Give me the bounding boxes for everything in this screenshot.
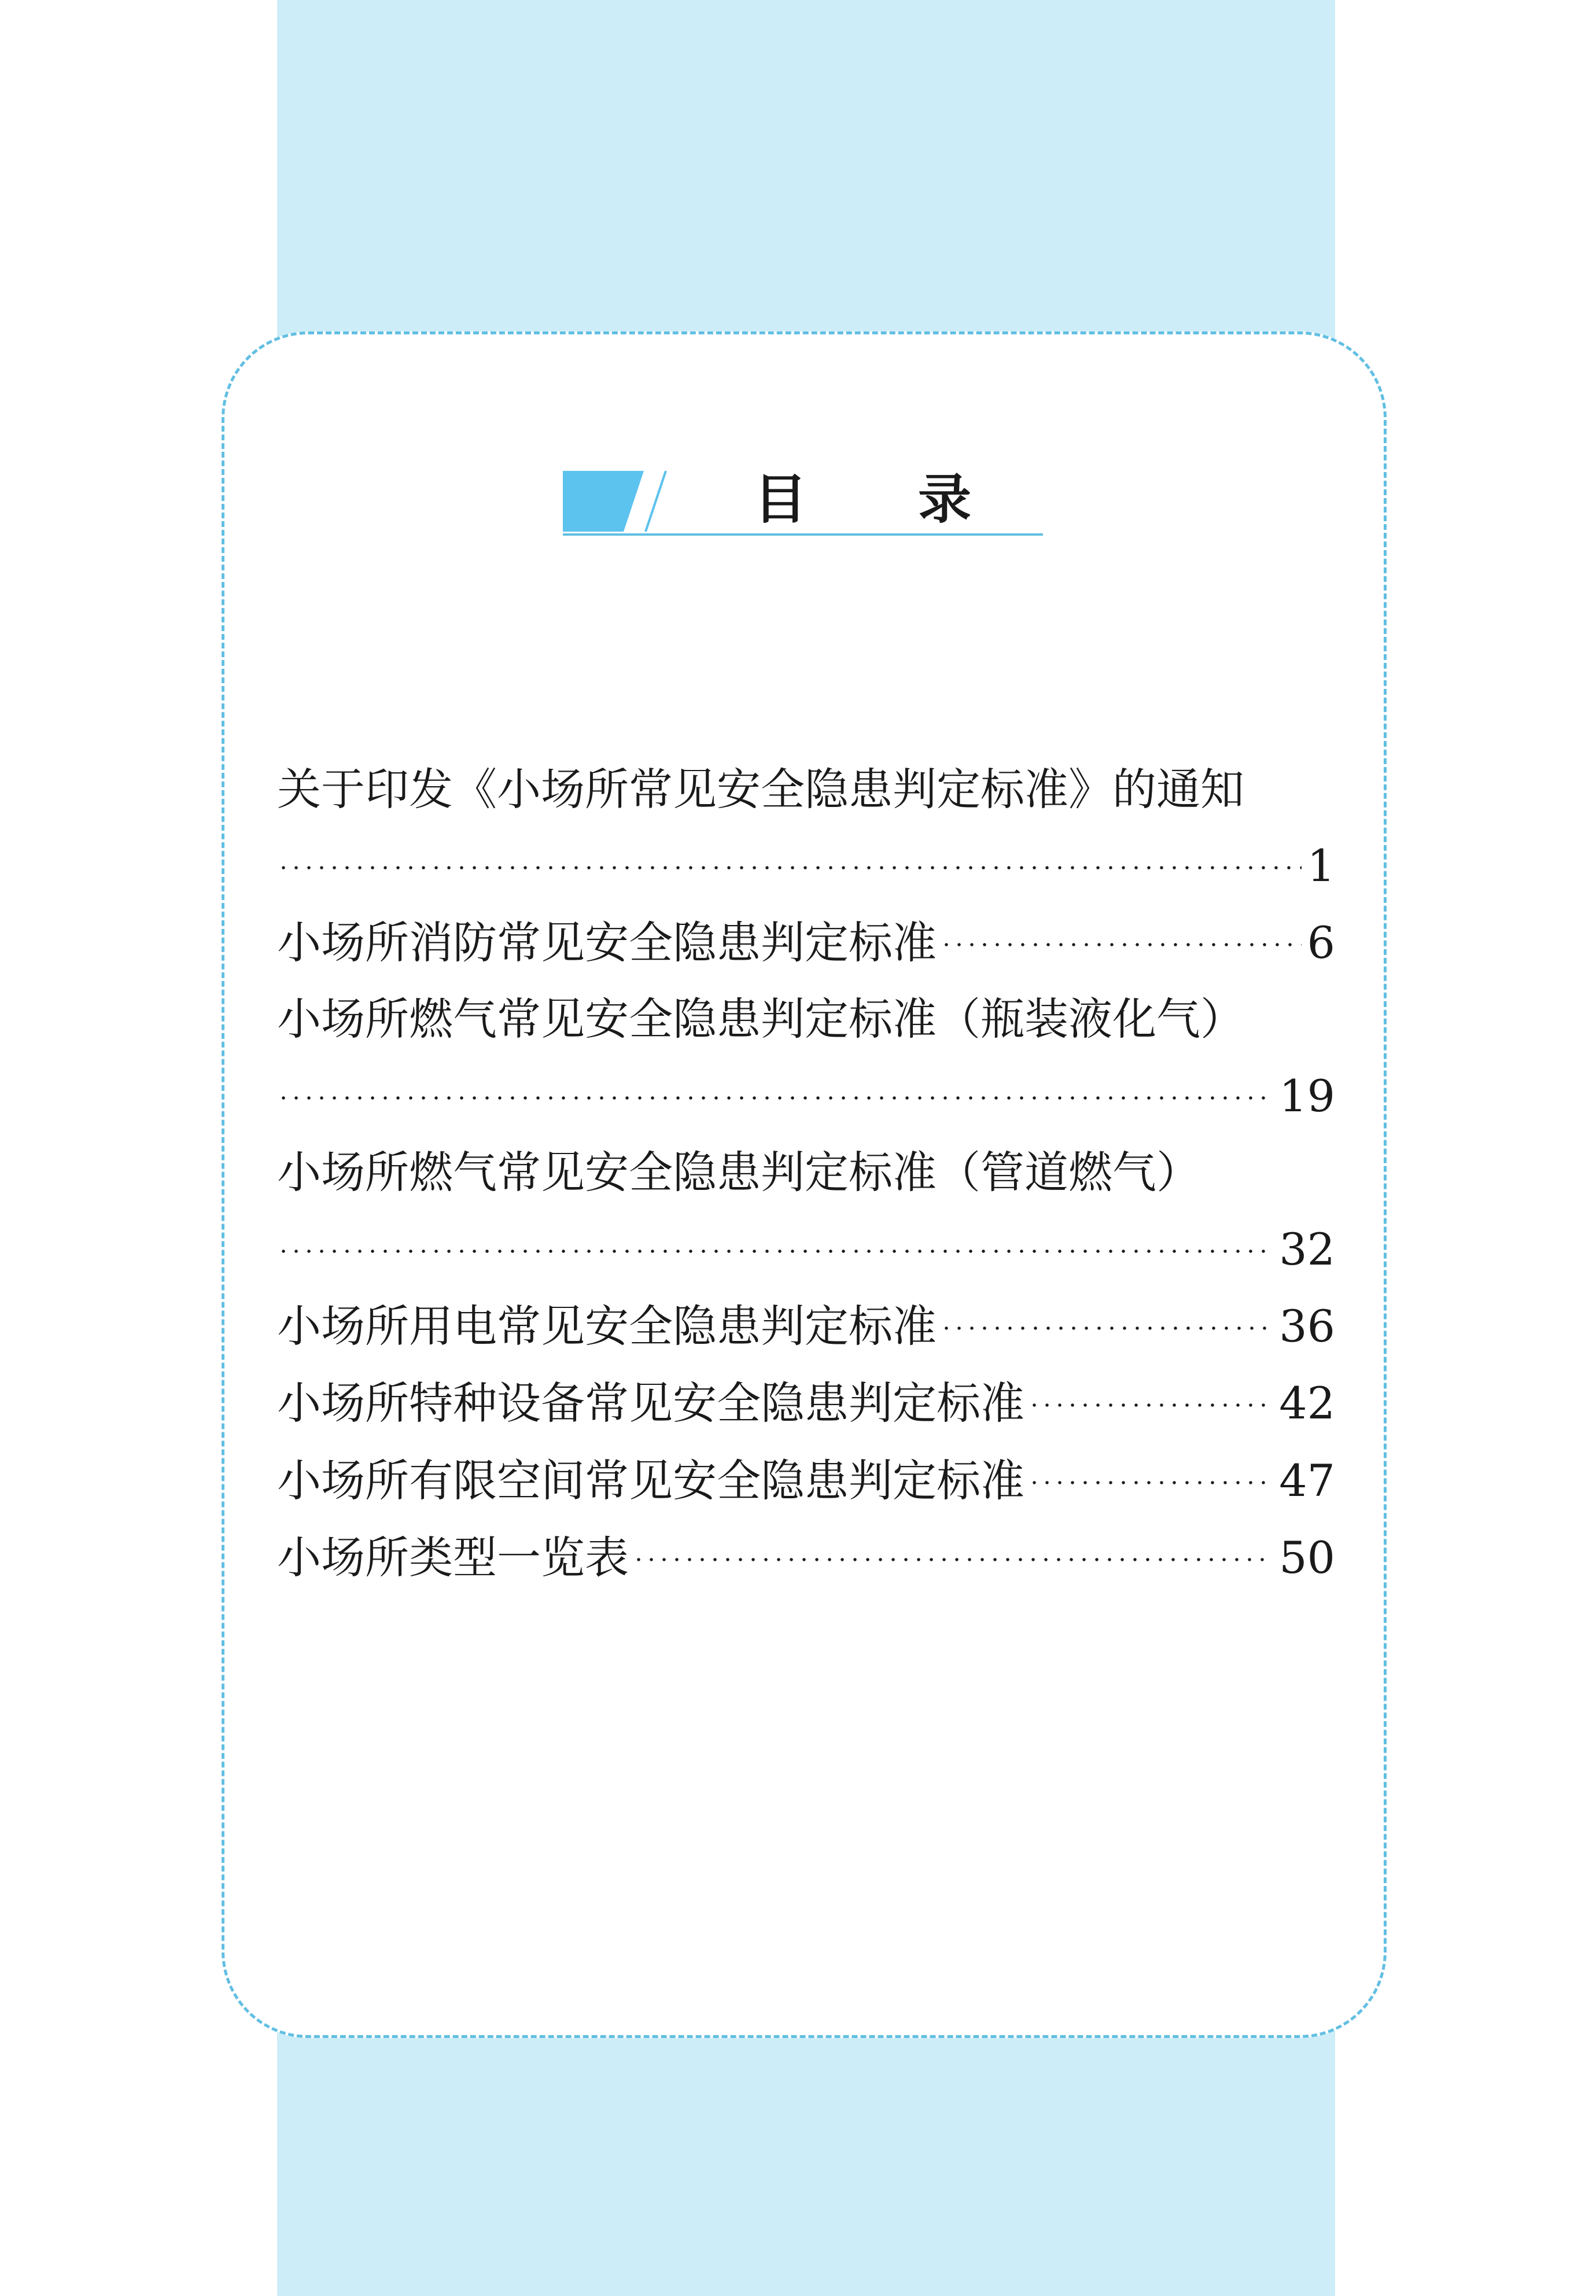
toc-entry-title: 小场所燃气常见安全隐患判定标准（瓶装液化气） bbox=[277, 993, 1244, 1045]
toc-leader-dots bbox=[277, 831, 1302, 901]
toc-entry-title: 小场所有限空间常见安全隐患判定标准 bbox=[277, 1455, 1024, 1506]
toc-entry-piped-gas-page-line[interactable] bbox=[277, 1215, 1335, 1284]
bottom-color-band bbox=[277, 2025, 1335, 2296]
page-title: 目 录 bbox=[754, 469, 1018, 530]
toc-entry-title: 小场所用电常见安全隐患判定标准 bbox=[277, 1300, 937, 1352]
top-color-band bbox=[277, 0, 1335, 376]
toc-entry-title: 关于印发《小场所常见安全隐患判定标准》的通知 bbox=[277, 764, 1244, 815]
toc-entry-electric[interactable] bbox=[277, 1292, 1335, 1361]
toc-entry-page: 32 bbox=[1273, 1215, 1335, 1284]
toc-entry-piped-gas[interactable] bbox=[277, 1138, 1335, 1207]
toc-entry-page: 42 bbox=[1273, 1369, 1335, 1438]
toc-entry-notice-page-line[interactable] bbox=[277, 831, 1335, 901]
heading-underline bbox=[563, 533, 1043, 536]
toc-entry-fire[interactable] bbox=[277, 908, 1335, 978]
toc-entry-lpg-page-line[interactable] bbox=[277, 1062, 1335, 1131]
toc-entry-venue-types[interactable] bbox=[277, 1523, 1335, 1593]
toc-entry-title: 小场所燃气常见安全隐患判定标准（管道燃气） bbox=[277, 1147, 1200, 1198]
toc-leader-dots bbox=[629, 1523, 1273, 1593]
toc-entry-page: 47 bbox=[1273, 1446, 1335, 1516]
toc-entry-title: 小场所类型一览表 bbox=[277, 1532, 629, 1583]
toc-entry-page: 36 bbox=[1273, 1292, 1335, 1361]
toc-entry-page: 6 bbox=[1302, 908, 1335, 978]
toc-entry-special-equipment[interactable] bbox=[277, 1369, 1335, 1438]
heading-accent-icon bbox=[563, 471, 679, 535]
toc-leader-dots bbox=[937, 908, 1302, 978]
toc-leader-dots bbox=[937, 1292, 1273, 1361]
toc-entry-page: 50 bbox=[1273, 1523, 1335, 1593]
toc-entry-notice[interactable] bbox=[277, 755, 1335, 824]
toc-leader-dots bbox=[277, 1062, 1273, 1131]
toc-leader-dots bbox=[1024, 1369, 1273, 1438]
toc-entry-title: 小场所特种设备常见安全隐患判定标准 bbox=[277, 1377, 1024, 1429]
toc-entry-page: 19 bbox=[1273, 1062, 1335, 1131]
toc-leader-dots bbox=[1024, 1446, 1273, 1516]
toc-entry-confined-space[interactable] bbox=[277, 1446, 1335, 1516]
toc-entry-page: 1 bbox=[1302, 831, 1335, 901]
toc-heading bbox=[563, 466, 1043, 539]
toc-entry-lpg[interactable] bbox=[277, 985, 1335, 1054]
toc-leader-dots bbox=[277, 1215, 1273, 1284]
toc-entry-title: 小场所消防常见安全隐患判定标准 bbox=[277, 917, 937, 968]
